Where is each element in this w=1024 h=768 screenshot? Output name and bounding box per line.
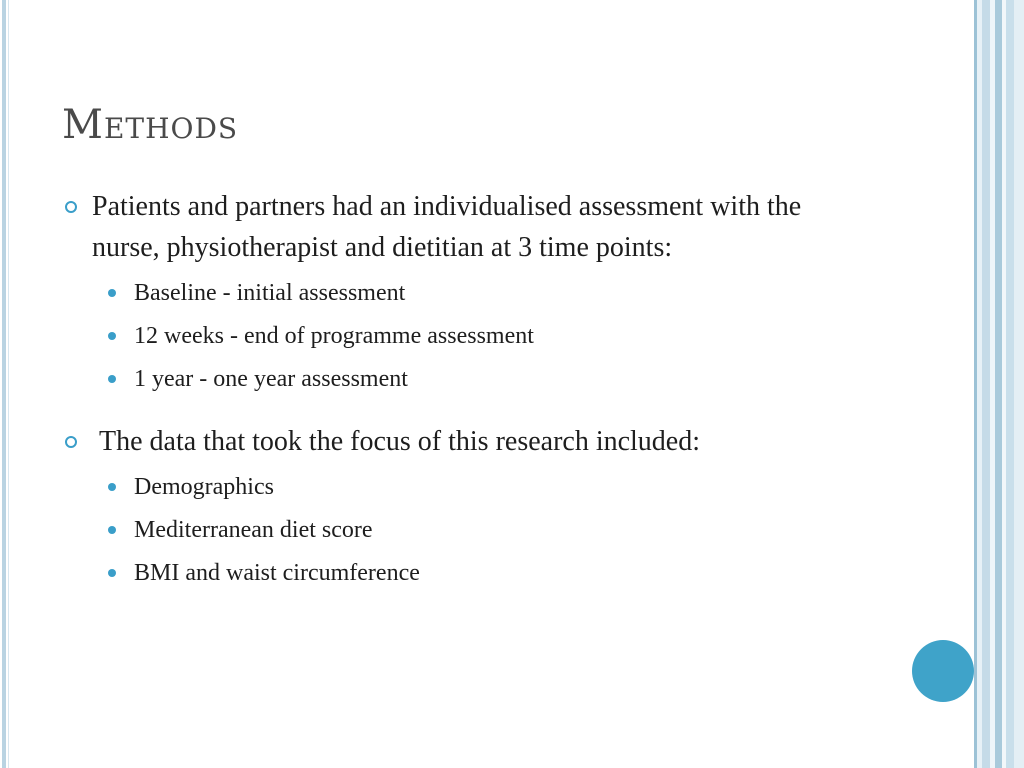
bullet-item [62,421,862,595]
sub-bullet-text: 12 weeks - end of programme assessment [134,323,534,349]
sub-bullet-text: 1 year - one year assessment [134,366,408,392]
sub-bullet-item [92,358,862,401]
sub-bullet-text: Demographics [134,474,274,500]
dot-bullet-icon [108,289,116,297]
sub-bullet-list [92,466,862,595]
sub-bullet-item [92,272,862,315]
dot-bullet-icon [108,483,116,491]
dot-bullet-icon [108,375,116,383]
sub-bullet-item [92,552,862,595]
stripe [1006,0,1014,768]
slide-title: Methods [62,102,239,148]
dot-bullet-icon [108,332,116,340]
sub-bullet-item [92,315,862,358]
stripe [982,0,990,768]
sub-bullet-text: BMI and waist circumference [134,560,420,586]
ring-bullet-icon [65,201,77,213]
dot-bullet-icon [108,569,116,577]
right-decorative-stripes [974,0,1024,768]
bullet-text: Patients and partners had an individualised assessment with the nurse, physiotherapist and dietitian at 3 time points: [92,191,802,263]
stripe [995,0,1002,768]
sub-bullet-item [92,466,862,509]
sub-bullet-text: Mediterranean diet score [134,517,373,543]
sub-bullet-item [92,509,862,552]
dot-bullet-icon [108,526,116,534]
slide-content [62,186,862,595]
decorative-circle [912,640,974,702]
bullet-item [62,186,862,401]
bullet-text: The data that took the focus of this research included: [92,426,701,457]
sub-bullet-text: Baseline - initial assessment [134,280,406,306]
stripe [1014,0,1024,768]
sub-bullet-list [92,272,862,401]
left-decorative-stripe [0,0,12,768]
ring-bullet-icon [65,436,77,448]
